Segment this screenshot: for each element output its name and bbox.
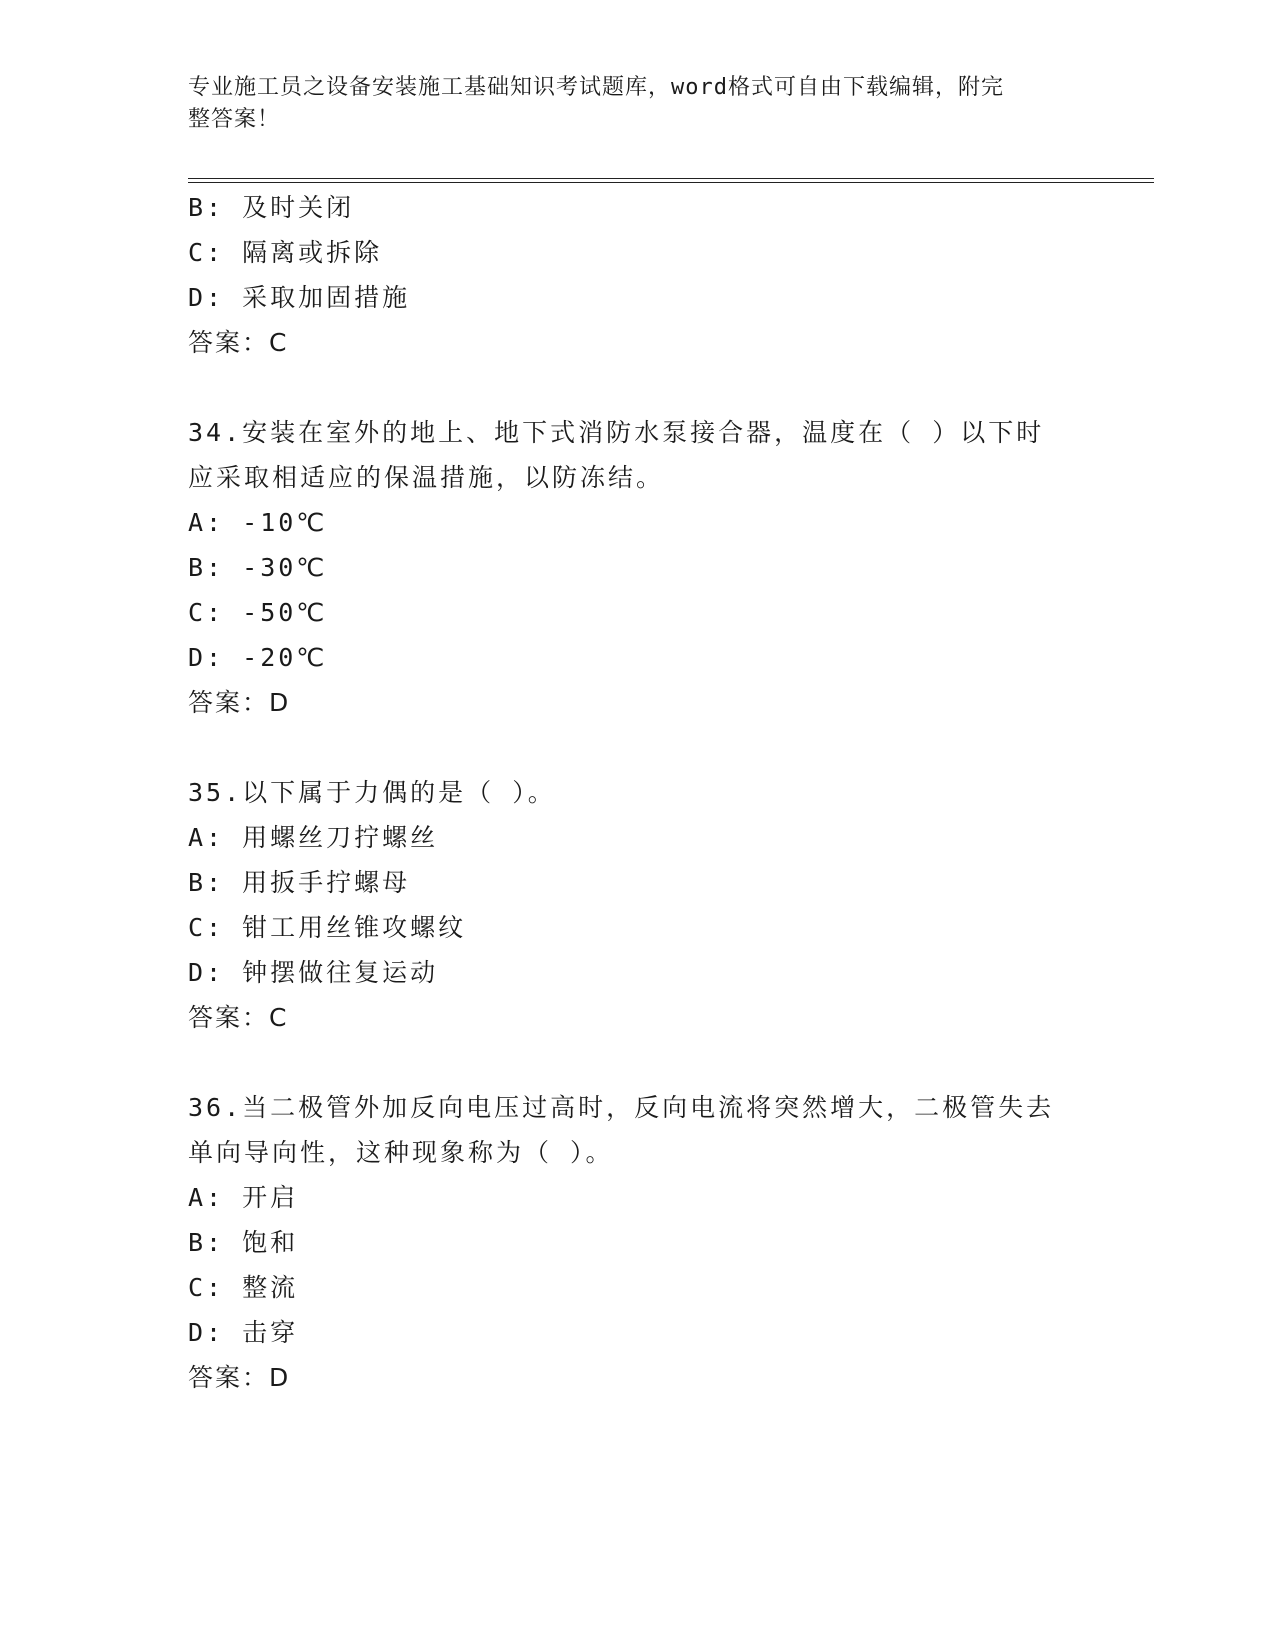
option-a: A: 开启	[188, 1183, 299, 1212]
option-c: C: 整流	[188, 1273, 299, 1302]
document-header	[188, 72, 1068, 136]
option-a: A: 用螺丝刀拧螺丝	[188, 823, 439, 852]
option-a: A: -10℃	[188, 508, 328, 537]
option-d: D: 钟摆做往复运动	[188, 958, 439, 987]
question-text: 36.当二极管外加反向电压过高时，反向电流将突然增大，二极管失去	[188, 1093, 1055, 1122]
answer: 答案：D	[188, 1363, 291, 1392]
option-c: C: 隔离或拆除	[188, 238, 383, 267]
question-text: 35.以下属于力偶的是（ ）。	[188, 778, 556, 807]
option-d: D: -20℃	[188, 643, 328, 672]
option-d: D: 采取加固措施	[188, 283, 411, 312]
question-text: 应采取相适应的保温措施，以防冻结。	[188, 463, 665, 492]
option-b: B: 及时关闭	[188, 193, 355, 222]
option-c: C: 钳工用丝锥攻螺纹	[188, 913, 467, 942]
answer: 答案：C	[188, 328, 289, 357]
option-c: C: -50℃	[188, 598, 328, 627]
header-divider-top	[188, 178, 1154, 179]
option-d: D: 击穿	[188, 1318, 299, 1347]
option-b: B: 饱和	[188, 1228, 299, 1257]
answer: 答案：C	[188, 1003, 289, 1032]
header-divider-bottom	[188, 182, 1154, 183]
question-text: 34.安装在室外的地上、地下式消防水泵接合器，温度在（ ）以下时	[188, 418, 1045, 447]
header-line-1: 专业施工员之设备安装施工基础知识考试题库，word格式可自由下载编辑，附完	[188, 75, 1004, 100]
question-text: 单向导向性，这种现象称为（ ）。	[188, 1138, 614, 1167]
option-b: B: -30℃	[188, 553, 328, 582]
header-line-2: 整答案！	[188, 107, 281, 132]
option-b: B: 用扳手拧螺母	[188, 868, 411, 897]
answer: 答案：D	[188, 688, 291, 717]
